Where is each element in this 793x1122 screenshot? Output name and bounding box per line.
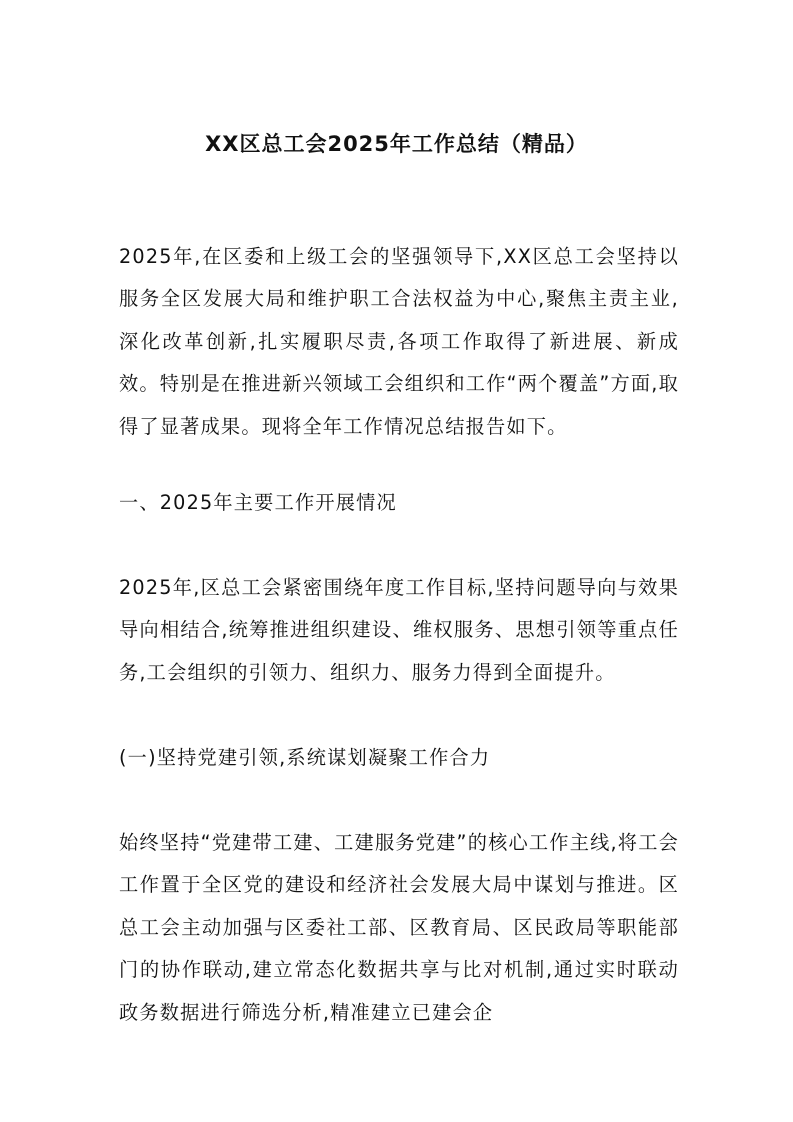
document-title: XX区总工会2025年工作总结（精品） (205, 132, 588, 156)
section-heading: 一、2025年主要工作开展情况 (119, 491, 397, 514)
section-paragraph: 2025年,区总工会紧密围绕年度工作目标,坚持问题导向与效果导向相结合,统筹推进组织建设、维权服务、思想引领等重点任务,工会组织的引领力、组织力、服务力得到全面提升。 (119, 576, 679, 684)
subsection-heading: (一)坚持党建引领,系统谋划凝聚工作合力 (119, 746, 491, 769)
intro-paragraph: 2025年,在区委和上级工会的坚强领导下,XX区总工会坚持以服务全区发展大局和维护职工合法权益为中心,聚焦主责主业,深化改革创新,扎实履职尽责,各项工作取得了新进展、新成效。特别是在推进新兴领域工会组织和工作“两个覆盖”方面,取得了显著成果。现将全年工作情况总结报告如下。 (119, 245, 679, 438)
subsection-paragraph: 始终坚持“党建带工建、工建服务党建”的核心工作主线,将工会工作置于全区党的建设和经济社会发展大局中谋划与推进。区总工会主动加强与区委社工部、区教育局、区民政局等职能部门的协作联动,建立常态化数据共享与比对机制,通过实时联动政务数据进行筛选分析,精准建立已建会企 (119, 831, 679, 1024)
